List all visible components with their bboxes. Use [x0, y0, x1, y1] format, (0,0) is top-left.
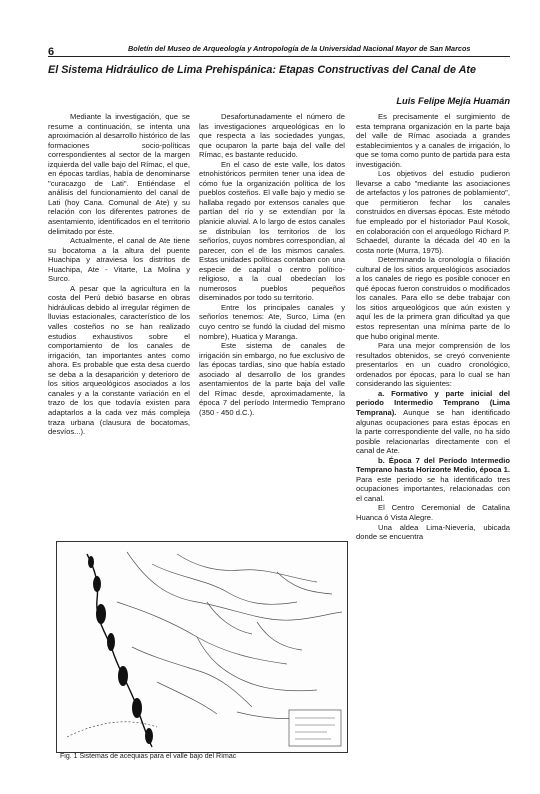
- paragraph: Entre los principales canales y señoríos tenemos: Ate, Surco, Lima (en cuyo centro se fundó la ciudad del mismo nombre), Huatica y Maranga.: [199, 302, 345, 341]
- section-heading: b. Época 7 del Período Intermedio Temprano hasta Horizonte Medio, época 1.: [356, 455, 510, 475]
- paragraph: Desafortunadamente el número de las investigaciones arqueológicas en lo que respecta a las sociedades yungas, que ocuparon la parte baja del valle del Rímac, es bastante reducido.: [199, 112, 345, 160]
- paragraph: Es precisamente el surgimiento de esta temprana organización en la parte baja del valle de Rímac asociada a grandes establecimientos y a canales de irrigación, lo que se toma como punto de partida para esta investigación.: [356, 112, 510, 169]
- article-title: El Sistema Hidráulico de Lima Prehispánica: Etapas Constructivas del Canal de Ate: [48, 64, 477, 76]
- paragraph: El Centro Ceremonial de Catalina Huanca ó Vista Alegre.: [356, 503, 510, 522]
- text-column-1: [48, 112, 190, 437]
- section-text: Aunque se han identificado algunas ocupaciones para estas épocas en la parte correspondiente del valle, no ha sido posible relacionarlas directamente con el canal de Ate.: [356, 407, 510, 456]
- section-heading: a. Formativo y parte inicial del periodo Intermedio Temprano (Lima Temprana).: [356, 388, 510, 417]
- text-column-2: [199, 112, 345, 418]
- paragraph: Actualmente, el canal de Ate tiene su bocatoma a la altura del puente Huachipa y atraviesa los distritos de Huachipa, Ate - Vitarte, La Molina y Surco.: [48, 236, 190, 284]
- header-rule: [48, 56, 510, 57]
- paragraph: En el caso de este valle, los datos etnohistóricos permiten tener una idea de cómo fue la organización política de los pueblos costeños. El valle bajo y medio se hallaba regado por extensos canales que partían del río y se extendían por la planicie aluvial. A lo largo de estos canales se distribuían los territorios de los señoríos, cuyos nombres correspondían, al parecer, con el de los mismos canales. Estas unidades políticas contaban con una especie de capital o centro político-religioso, a la cual obedecían los numerosos pueblos pequeños diseminados por todo su territorio.: [199, 159, 345, 303]
- paragraph: Los objetivos del estudio pudieron llevarse a cabo "mediante las asociaciones de artefactos y los patrones de poblamiento", que permitieron fechar los canales construidos en diversas épocas. Este método fue empleado por el historiador Paul Kosok, en colaboración con el arqueólogo Richard P. Schaedel, durante la década del 40 en la costa norte (Murra, 1975).: [356, 169, 510, 255]
- paragraph: Mediante la investigación, que se resume a continuación, se intenta una aproximación al desarrollo histórico de las formaciones socio-políticas correspondientes al sector de la margen izquierda del valle bajo del Rímac, el que, en épocas tardías, había de denominarse "curacazgo de Lati". Entiéndase el análisis del funcionamiento del canal de Lati (hoy Cana. Comunal de Ate) y su relación con los diferentes patrones de asentamiento, identificados en el territorio delimitado por éste.: [48, 112, 190, 236]
- text-column-3: [356, 112, 510, 542]
- section-b: [356, 456, 510, 504]
- paragraph: Determinando la cronología o filiación cultural de los sitios arqueológicos asociados a los canales de riego es posible conocer en qué épocas fueron construidos o modificados los canales. Para ello se debe trabajar con los sitios arqueológicos que aún existen y aquí les de la primera gran dificultad ya que estos representan una mínima parte de lo que hubo original mente.: [356, 255, 510, 341]
- canal-map-illustration: [57, 542, 347, 752]
- paragraph: Este sistema de canales de irrigación sin embargo, no fue exclusivo de las épocas tardías, sino que había estado asociado al desarrollo de los grandes asentamientos de la parte baja del valle del Rímac desde, aproximadamente, la época 7 del período Intermedio Temprano (350 - 450 d.C.).: [199, 341, 345, 417]
- section-a: [356, 389, 510, 456]
- paragraph: Una aldea Lima-Nievería, ubicada donde se encuentra: [356, 522, 510, 542]
- paragraph: A pesar que la agricultura en la costa del Perú debió basarse en obras hidráulicas debido al irregular régimen de lluvias estacionales, característico de los valles costeños no se han realizado estudios exhaustivos sobre el comportamiento de los canales de irrigación, tan importantes antes como ahora. Es probable que esta desa cuerdo se deba a la desaparición y deterioro de los sitios arqueológicos asociados a los canales y a la constante variación en el trazo de los que todavía existen para adaptarlos a la cada vez más compleja traza urbana (clausura de bocatomas, desvíos...).: [48, 283, 190, 437]
- canal-map-figure: [56, 541, 348, 753]
- section-text: Para este periodo se ha identificado tres ocupaciones importantes, relacionadas con el canal.: [356, 474, 510, 503]
- article-author: Luis Felipe Mejía Huamán: [396, 96, 510, 106]
- running-title: Boletín del Museo de Arqueología y Antropología de la Universidad Nacional Mayor de San Marcos: [128, 44, 471, 53]
- figure-caption: Fig. 1 Sistemas de acequias para el valle bajo del Rímac: [60, 753, 237, 760]
- paragraph: Para una mejor comprensión de los resultados obtenidos, se creyó conveniente presentarlos en un cuadro cronológico, ordenados por épocas, para lo cual se han considerando las siguientes:: [356, 341, 510, 389]
- page-number: 6: [48, 46, 55, 58]
